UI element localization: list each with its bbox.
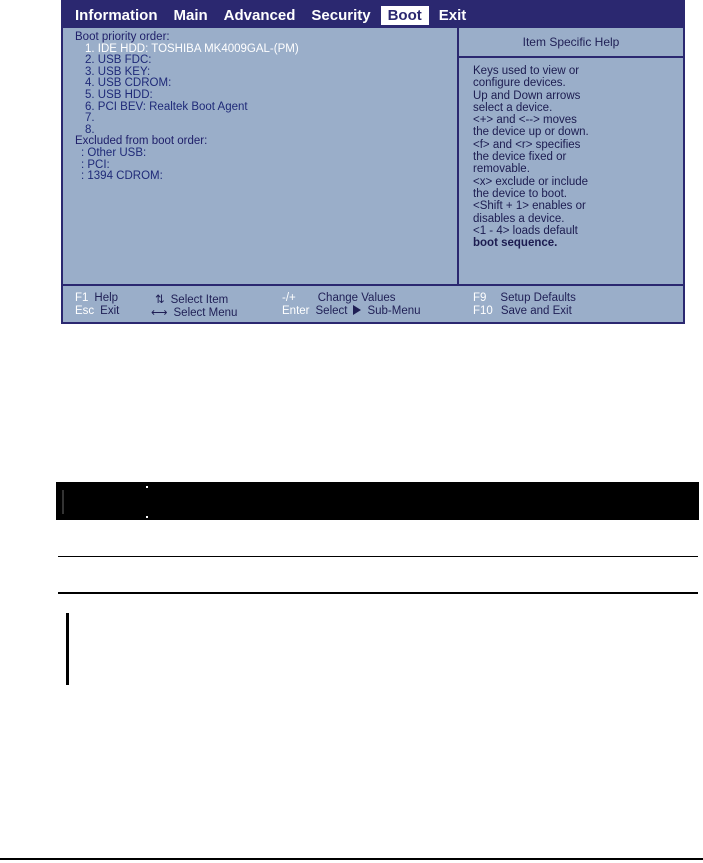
- boot-priority-header: Boot priority order:: [75, 31, 170, 43]
- help-line: removable.: [473, 163, 530, 176]
- table-header-bar: [56, 482, 699, 520]
- legend-enter: [282, 305, 421, 317]
- help-title: Item Specific Help: [459, 28, 683, 58]
- change-values-label: Change Values: [317, 292, 396, 304]
- legend-f9: [473, 292, 576, 304]
- excluded-item-1394-cdrom[interactable]: : 1394 CDROM:: [81, 170, 163, 183]
- boot-item-5[interactable]: 5. USB HDD:: [85, 88, 153, 101]
- page-footer-rule: [0, 858, 703, 860]
- legend-select-menu: [151, 305, 237, 319]
- help-line: the device to boot.: [473, 187, 567, 200]
- excluded-item-other-usb[interactable]: : Other USB:: [81, 146, 147, 159]
- f9-label: Setup Defaults: [500, 292, 576, 304]
- help-line: the device fixed or: [473, 151, 567, 164]
- help-line: <1 - 4> loads default: [473, 224, 578, 237]
- help-line: <f> and <r> specifies: [473, 138, 581, 151]
- triangle-right-icon: [353, 305, 361, 315]
- help-line: select a device.: [473, 101, 553, 114]
- legend-f10: [473, 305, 572, 317]
- boot-item-3[interactable]: 3. USB KEY:: [85, 65, 151, 78]
- help-line: <+> and <--> moves: [473, 114, 577, 127]
- menu-advanced[interactable]: Advanced: [223, 6, 296, 24]
- help-line: <x> exclude or include: [473, 175, 589, 188]
- legend-esc: [75, 305, 119, 317]
- f10-key: F10: [473, 305, 493, 317]
- boot-item-8[interactable]: 8.: [85, 123, 95, 136]
- divider: [58, 592, 698, 594]
- f1-key: F1: [75, 292, 89, 304]
- boot-item-2[interactable]: 2. USB FDC:: [85, 54, 152, 67]
- bios-setup-screen: [61, 0, 685, 324]
- minus-plus-key: -/+: [282, 292, 296, 304]
- legend-select-item: [155, 292, 228, 306]
- excluded-header: Excluded from boot order:: [75, 135, 208, 148]
- bar-mark: [146, 486, 148, 488]
- legend-f1: [75, 292, 118, 304]
- boot-item-1[interactable]: 1. IDE HDD: TOSHIBA MK4009GAL-(PM): [85, 42, 299, 55]
- divider: [58, 556, 698, 557]
- menu-bar: [63, 2, 683, 28]
- bar-mark: [62, 490, 64, 514]
- f1-label: Help: [94, 292, 119, 304]
- boot-item-7[interactable]: 7.: [85, 112, 95, 125]
- help-text: [459, 58, 683, 249]
- menu-main[interactable]: Main: [173, 6, 208, 24]
- excluded-item-pci[interactable]: : PCI:: [81, 158, 110, 171]
- help-line: Up and Down arrows: [473, 89, 581, 102]
- enter-key: Enter: [282, 305, 310, 317]
- legend-change-values: [282, 292, 396, 304]
- select-menu-label: Select Menu: [173, 307, 238, 319]
- help-pane: [459, 28, 683, 284]
- menu-information[interactable]: Information: [75, 6, 158, 24]
- help-line: configure devices.: [473, 77, 566, 90]
- left-right-arrow-icon: ⟷: [151, 307, 168, 319]
- menu-exit[interactable]: Exit: [438, 6, 467, 24]
- help-line: boot sequence.: [473, 237, 558, 250]
- boot-item-6[interactable]: 6. PCI BEV: Realtek Boot Agent: [85, 100, 248, 113]
- up-down-arrows-icon: ⇅: [155, 294, 165, 306]
- boot-order-pane: [63, 28, 459, 284]
- menu-boot[interactable]: Boot: [381, 6, 429, 25]
- key-legend-footer: [63, 284, 683, 322]
- f10-label: Save and Exit: [500, 305, 572, 317]
- boot-item-4[interactable]: 4. USB CDROM:: [85, 77, 172, 90]
- sub-menu-label: Sub-Menu: [367, 305, 421, 317]
- help-line: the device up or down.: [473, 126, 589, 139]
- menu-security[interactable]: Security: [311, 6, 371, 24]
- enter-select-label: Select: [315, 305, 348, 317]
- f9-key: F9: [473, 292, 487, 304]
- bar-mark: [146, 516, 148, 518]
- help-line: <Shift + 1> enables or: [473, 200, 586, 213]
- note-margin-bar: [66, 613, 69, 685]
- help-line: Keys used to view or: [473, 65, 580, 77]
- help-line: disables a device.: [473, 212, 565, 225]
- esc-label: Exit: [100, 305, 120, 317]
- esc-key: Esc: [75, 305, 95, 317]
- select-item-label: Select Item: [170, 294, 229, 306]
